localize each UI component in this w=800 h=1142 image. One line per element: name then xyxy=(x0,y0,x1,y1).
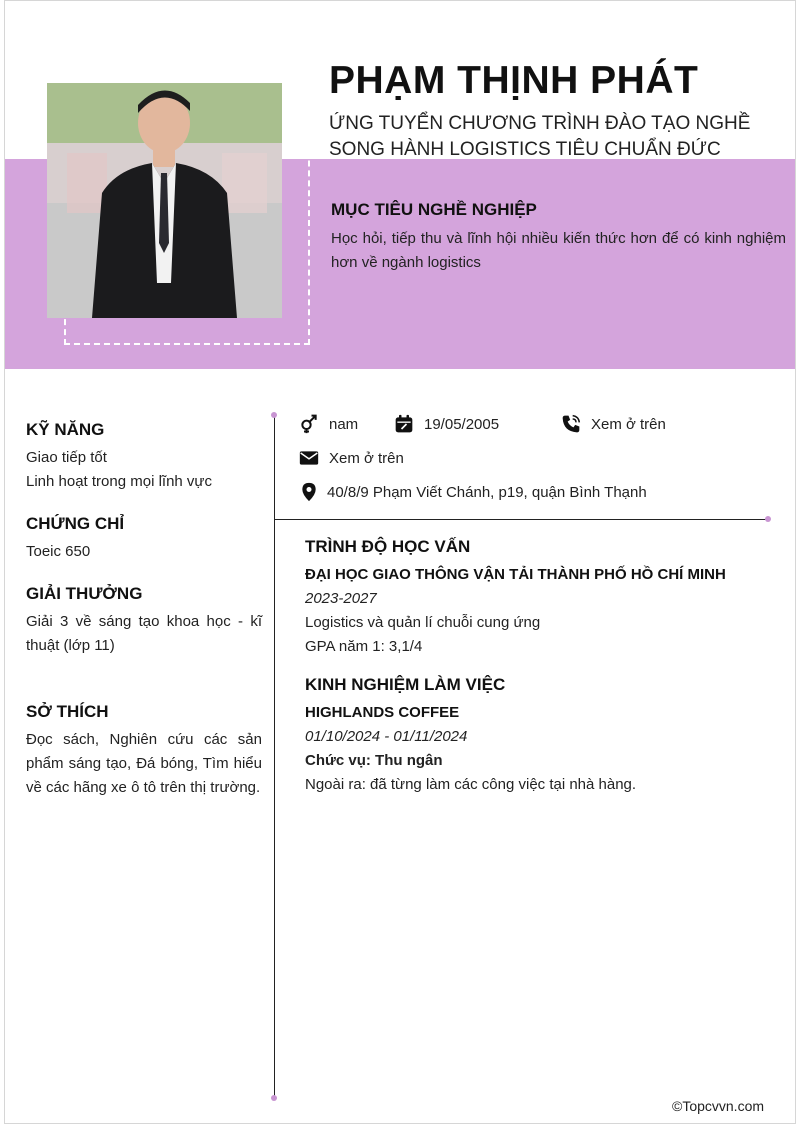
role-value: Thu ngân xyxy=(375,752,443,769)
role-label: Chức vụ: xyxy=(305,752,371,769)
education-major: Logistics và quản lí chuỗi cung ứng xyxy=(305,614,541,631)
phone-icon xyxy=(561,414,581,434)
certificate-item: Toeic 650 xyxy=(26,543,91,560)
experience-section xyxy=(305,673,775,797)
profile-photo xyxy=(47,83,282,318)
objective-title: MỤC TIÊU NGHỀ NGHIỆP xyxy=(331,200,537,219)
contact-gender xyxy=(299,414,358,434)
contact-phone xyxy=(561,414,666,434)
skill-item: Giao tiếp tốt xyxy=(26,449,107,466)
gender-icon xyxy=(299,414,319,434)
education-title: TRÌNH ĐỘ HỌC VẤN xyxy=(305,537,471,556)
experience-period: 01/10/2024 - 01/11/2024 xyxy=(305,728,468,745)
footer-brand: ©Topcvvn.com xyxy=(672,1098,765,1114)
awards-title: GIẢI THƯỞNG xyxy=(26,584,143,603)
experience-note: Ngoài ra: đã từng làm các công việc tại nhà hàng. xyxy=(305,776,637,793)
divider-dot-right xyxy=(765,516,771,522)
email-icon xyxy=(299,448,319,468)
company-name: HIGHLANDS COFFEE xyxy=(305,704,460,721)
address-value: 40/8/9 Phạm Viết Chánh, p19, quận Bình Thạnh xyxy=(327,483,647,501)
school-name: ĐẠI HỌC GIAO THÔNG VẬN TẢI THÀNH PHỐ HỒ CHÍ MINH xyxy=(305,566,726,583)
candidate-name: PHẠM THỊNH PHÁT xyxy=(329,59,699,102)
location-icon xyxy=(299,482,319,502)
hobbies-text: Đọc sách, Nghiên cứu các sản phẩm sáng tạo, Đá bóng, Tìm hiểu về các hãng xe ô tô trên thị trường. xyxy=(26,731,262,796)
certificates-section xyxy=(26,512,262,564)
skill-item: Linh hoạt trong mọi lĩnh vực xyxy=(26,473,212,490)
award-item: Giải 3 về sáng tạo khoa học - kĩ thuật (lớp 11) xyxy=(26,613,262,654)
objective-text: Học hỏi, tiếp thu và lĩnh hội nhiều kiến thức hơn để có kinh nghiệm hơn về ngành logistics xyxy=(331,230,786,271)
skills-title: KỸ NĂNG xyxy=(26,420,105,439)
cv-page xyxy=(4,0,796,1124)
awards-section xyxy=(26,582,262,658)
hobbies-section xyxy=(26,700,262,800)
gender-value: nam xyxy=(329,415,359,433)
horizontal-divider xyxy=(275,519,769,520)
certificates-title: CHỨNG CHỈ xyxy=(26,514,125,533)
education-section xyxy=(305,535,775,659)
divider-dot-top xyxy=(271,412,277,418)
contact-email xyxy=(299,448,404,468)
divider-dot-bottom xyxy=(271,1095,277,1101)
contact-birthday xyxy=(394,414,499,434)
calendar-icon xyxy=(394,414,414,434)
education-period: 2023-2027 xyxy=(305,590,377,607)
hobbies-title: SỞ THÍCH xyxy=(26,702,109,721)
phone-value: Xem ở trên xyxy=(591,415,666,433)
experience-title: KINH NGHIỆM LÀM VIỆC xyxy=(305,675,506,694)
experience-role xyxy=(305,749,775,773)
contact-address xyxy=(299,482,647,502)
birthday-value: 19/05/2005 xyxy=(424,415,500,433)
email-value: Xem ở trên xyxy=(329,449,404,467)
education-gpa: GPA năm 1: 3,1/4 xyxy=(305,638,423,655)
skills-section xyxy=(26,418,262,494)
applied-position: ỨNG TUYỂN CHƯƠNG TRÌNH ĐÀO TẠO NGHỀ SONG HÀNH LOGISTICS TIÊU CHUẨN ĐỨC xyxy=(329,113,751,160)
